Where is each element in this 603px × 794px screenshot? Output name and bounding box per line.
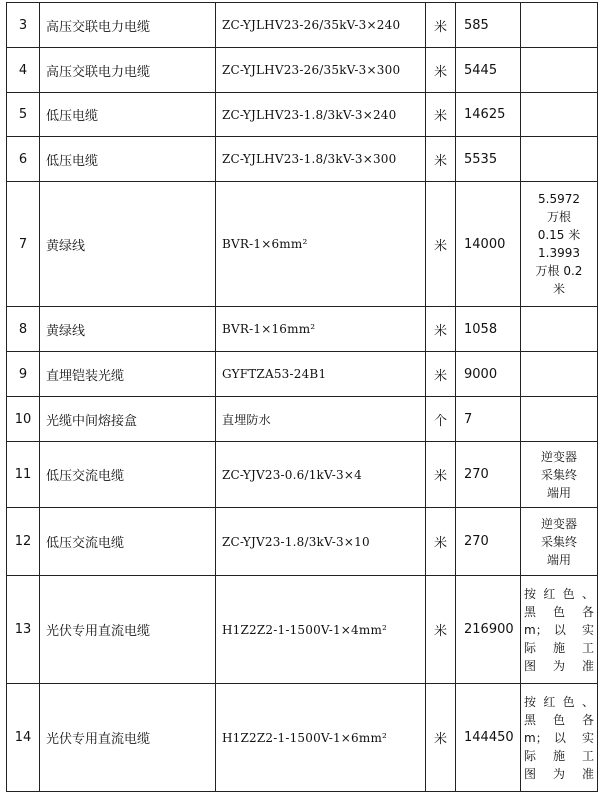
item-quantity: 1058	[456, 307, 521, 352]
item-name: 低压电缆	[40, 137, 216, 182]
item-unit: 米	[426, 442, 456, 508]
item-remark	[521, 442, 598, 508]
row-number: 6	[7, 137, 40, 182]
item-unit: 米	[426, 93, 456, 137]
table-row	[7, 307, 598, 352]
table-row	[7, 3, 598, 48]
item-spec: ZC-YJLHV23-26/35kV-3×300	[216, 48, 426, 93]
remark-line: 采集终	[540, 467, 577, 482]
item-remark	[521, 182, 598, 307]
item-quantity: 14625	[456, 93, 521, 137]
materials-table-body	[7, 3, 598, 792]
item-unit: 个	[426, 397, 456, 442]
item-name: 光伏专用直流电缆	[40, 684, 216, 792]
remark-line: m；以 实	[524, 622, 594, 637]
table-row	[7, 397, 598, 442]
item-remark	[521, 137, 598, 182]
remark-line: 万根	[546, 210, 571, 224]
item-spec: ZC-YJLHV23-26/35kV-3×240	[216, 3, 426, 48]
item-remark	[521, 48, 598, 93]
row-number: 7	[7, 182, 40, 307]
item-quantity: 5535	[456, 137, 521, 182]
item-name: 光缆中间熔接盒	[40, 397, 216, 442]
item-quantity: 5445	[456, 48, 521, 93]
item-name: 黄绿线	[40, 307, 216, 352]
item-name: 直埋铠装光缆	[40, 352, 216, 397]
remark-line: 米	[552, 282, 565, 296]
remark-line: 逆变器	[540, 516, 577, 531]
item-spec: ZC-YJV23-1.8/3kV-3×10	[216, 508, 426, 576]
remark-line: 图为准	[524, 658, 594, 673]
item-quantity: 14000	[456, 182, 521, 307]
item-unit: 米	[426, 307, 456, 352]
remark-line: 1.3993	[538, 246, 580, 260]
table-row	[7, 576, 598, 684]
item-remark	[521, 576, 598, 684]
remark-line: 逆变器	[540, 449, 577, 464]
item-remark	[521, 3, 598, 48]
remark-line: 图为准	[524, 766, 594, 781]
item-spec: GYFTZA53-24B1	[216, 352, 426, 397]
item-spec: BVR-1×6mm²	[216, 182, 426, 307]
table-row	[7, 182, 598, 307]
item-remark	[521, 93, 598, 137]
remark-line: 0.15 米	[537, 228, 581, 242]
item-name: 黄绿线	[40, 182, 216, 307]
item-name: 低压电缆	[40, 93, 216, 137]
item-unit: 米	[426, 684, 456, 792]
row-number: 4	[7, 48, 40, 93]
item-name: 低压交流电缆	[40, 508, 216, 576]
remark-line: 际 施 工	[524, 748, 594, 763]
item-unit: 米	[426, 3, 456, 48]
item-unit: 米	[426, 137, 456, 182]
remark-line: 黑 色 各	[524, 712, 594, 727]
remark-line: 采集终	[540, 534, 577, 549]
table-row	[7, 352, 598, 397]
row-number: 11	[7, 442, 40, 508]
table-row	[7, 442, 598, 508]
item-quantity: 270	[456, 442, 521, 508]
row-number: 14	[7, 684, 40, 792]
remark-line: 际 施 工	[524, 640, 594, 655]
remark-line: m；以 实	[524, 730, 594, 745]
remark-line: 按红色、	[524, 586, 594, 601]
item-spec: BVR-1×16mm²	[216, 307, 426, 352]
remark-line: 5.5972	[538, 192, 580, 206]
row-number: 10	[7, 397, 40, 442]
item-unit: 米	[426, 48, 456, 93]
item-remark	[521, 397, 598, 442]
item-unit: 米	[426, 576, 456, 684]
item-spec: H1Z2Z2-1-1500V-1×4mm²	[216, 576, 426, 684]
row-number: 13	[7, 576, 40, 684]
item-quantity: 585	[456, 3, 521, 48]
remark-line: 黑 色 各	[524, 604, 594, 619]
item-remark	[521, 684, 598, 792]
item-name: 高压交联电力电缆	[40, 3, 216, 48]
table-row	[7, 684, 598, 792]
item-quantity: 144450	[456, 684, 521, 792]
item-unit: 米	[426, 352, 456, 397]
item-spec: 直埋防水	[216, 397, 426, 442]
remark-line: 端用	[546, 552, 571, 567]
remark-line: 端用	[546, 485, 571, 500]
table-row	[7, 137, 598, 182]
item-spec: ZC-YJV23-0.6/1kV-3×4	[216, 442, 426, 508]
remark-line: 万根 0.2	[535, 264, 583, 278]
item-spec: ZC-YJLHV23-1.8/3kV-3×240	[216, 93, 426, 137]
item-unit: 米	[426, 182, 456, 307]
item-name: 光伏专用直流电缆	[40, 576, 216, 684]
item-spec: H1Z2Z2-1-1500V-1×6mm²	[216, 684, 426, 792]
row-number: 5	[7, 93, 40, 137]
row-number: 9	[7, 352, 40, 397]
item-quantity: 216900	[456, 576, 521, 684]
row-number: 3	[7, 3, 40, 48]
table-row	[7, 48, 598, 93]
table-row	[7, 93, 598, 137]
remark-line: 按红色、	[524, 694, 594, 709]
item-name: 低压交流电缆	[40, 442, 216, 508]
item-quantity: 270	[456, 508, 521, 576]
item-name: 高压交联电力电缆	[40, 48, 216, 93]
item-quantity: 9000	[456, 352, 521, 397]
item-spec: ZC-YJLHV23-1.8/3kV-3×300	[216, 137, 426, 182]
item-remark	[521, 508, 598, 576]
row-number: 8	[7, 307, 40, 352]
row-number: 12	[7, 508, 40, 576]
table-row	[7, 508, 598, 576]
materials-table	[6, 2, 598, 792]
item-unit: 米	[426, 508, 456, 576]
item-quantity: 7	[456, 397, 521, 442]
item-remark	[521, 307, 598, 352]
item-remark	[521, 352, 598, 397]
